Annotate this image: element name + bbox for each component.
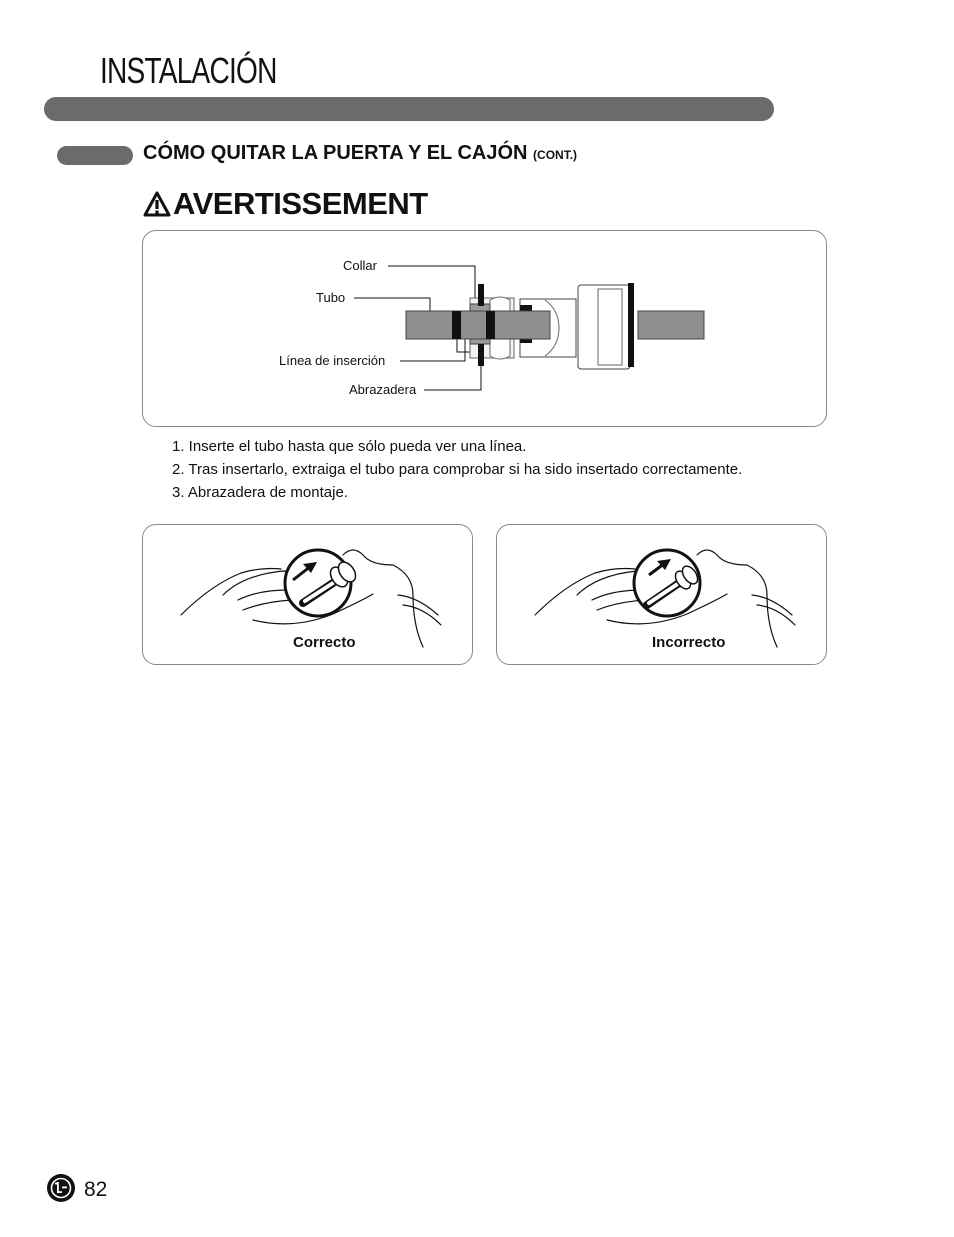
label-tube: Tubo xyxy=(316,290,346,305)
step-1: 1. Inserte el tubo hasta que sólo pueda ver una línea. xyxy=(172,438,527,455)
instruction-list xyxy=(172,435,742,504)
illustration-incorrect xyxy=(496,524,827,665)
fitting-diagram xyxy=(0,0,954,430)
page-title: INSTALACIÓN xyxy=(100,50,277,91)
section-heading-text: CÓMO QUITAR LA PUERTA Y EL CAJÓN xyxy=(143,142,528,164)
warning-title: AVERTISSEMENT xyxy=(173,186,428,221)
caption-correct: Correcto xyxy=(293,634,356,651)
page-number: 82 xyxy=(84,1178,108,1201)
step-3: 3. Abrazadera de montaje. xyxy=(172,484,348,501)
step-2: 2. Tras insertarlo, extraiga el tubo para comprobar si ha sido insertado correctamente. xyxy=(172,461,743,478)
section-heading-suffix: (CONT.) xyxy=(533,148,578,162)
caption-incorrect: Incorrecto xyxy=(652,634,726,651)
illustration-correct xyxy=(142,524,473,665)
label-clamp: Abrazadera xyxy=(349,382,417,397)
label-insertion-line: Línea de inserción xyxy=(279,353,386,368)
label-collar: Collar xyxy=(343,258,377,273)
lg-logo-icon xyxy=(46,1173,76,1203)
